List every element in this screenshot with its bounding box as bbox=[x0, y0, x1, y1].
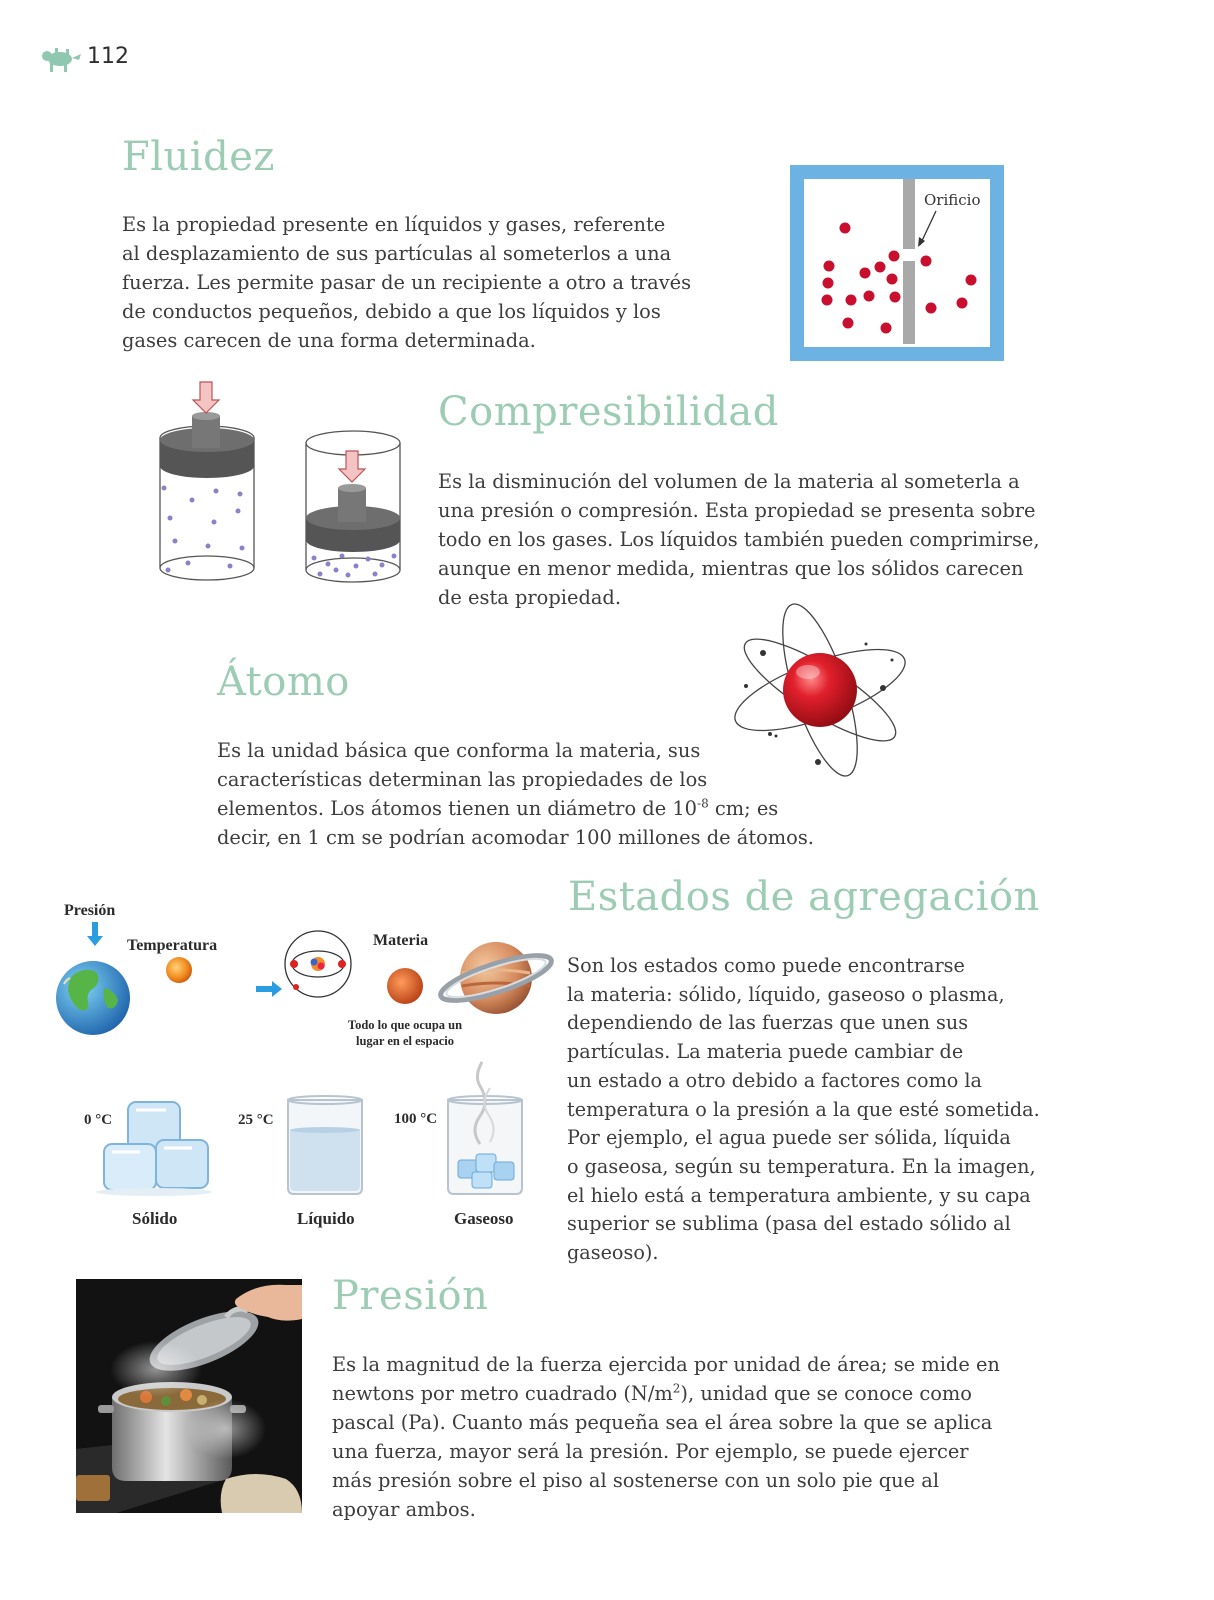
exponent: -8 bbox=[697, 796, 709, 811]
presion-text bbox=[332, 1350, 1000, 1524]
sun-icon bbox=[166, 957, 192, 983]
cooking-pot-photo bbox=[76, 1279, 302, 1513]
text-line: fuerza. Les permite pasar de un recipiente a otro a través bbox=[122, 271, 692, 294]
text-line: Por ejemplo, el agua puede ser sólida, líquida bbox=[567, 1126, 1011, 1150]
cylinder-uncompressed bbox=[160, 382, 254, 580]
page-number: 112 bbox=[87, 44, 129, 69]
atom-ring-icon bbox=[285, 931, 351, 997]
text-fragment: newtons por metro cuadrado (N/m bbox=[332, 1382, 673, 1405]
text-line: Es la unidad básica que conforma la materia, sus bbox=[217, 739, 701, 762]
compresibilidad-text bbox=[438, 467, 1040, 612]
definition-line: lugar en el espacio bbox=[355, 1034, 455, 1048]
earth-icon bbox=[56, 961, 130, 1035]
text-line: más presión sobre el piso al sostenerse con un solo pie que al bbox=[332, 1469, 940, 1492]
cylinder-compressed bbox=[306, 431, 400, 582]
text-fragment: cm; es bbox=[708, 797, 779, 820]
planet-icon bbox=[387, 968, 423, 1004]
fluidez-text bbox=[122, 210, 691, 355]
exponent: 2 bbox=[672, 1381, 681, 1396]
text-line: Es la propiedad presente en líquidos y gases, referente bbox=[122, 213, 666, 236]
steaming-glass-icon bbox=[448, 1062, 522, 1194]
page-logo-icon bbox=[38, 44, 82, 74]
estados-text bbox=[567, 952, 1040, 1268]
text-line: gases carecen de una forma determinada. bbox=[122, 329, 536, 352]
temp-gas-label: 100 °C bbox=[394, 1111, 438, 1127]
ice-cubes-icon bbox=[96, 1102, 212, 1196]
text-line: de conductos pequeños, debido a que los líquidos y los bbox=[122, 300, 661, 323]
presion-label: Presión bbox=[64, 902, 116, 919]
atomo-text bbox=[217, 736, 814, 852]
presion-title: Presión bbox=[332, 1273, 489, 1319]
text-line: Es la magnitud de la fuerza ejercida por unidad de área; se mide en bbox=[332, 1353, 1000, 1376]
liquido-label: Líquido bbox=[297, 1209, 355, 1228]
orificio-diagram bbox=[790, 165, 1004, 361]
text-line: temperatura o la presión a la que esté sometida. bbox=[567, 1097, 1040, 1121]
text-fragment: elementos. Los átomos tienen un diámetro de 10 bbox=[217, 797, 698, 820]
text-line bbox=[332, 1379, 1000, 1408]
estados-title: Estados de agregación bbox=[568, 874, 1040, 920]
text-line: un estado a otro debido a factores como la bbox=[567, 1068, 982, 1092]
text-line: partículas. La materia puede cambiar de bbox=[567, 1040, 964, 1064]
text-line: gaseoso). bbox=[567, 1241, 659, 1265]
text-line bbox=[217, 794, 814, 823]
text-line: pascal (Pa). Cuanto más pequeña sea el área sobre la que se aplica bbox=[332, 1411, 993, 1434]
atomo-title: Átomo bbox=[217, 659, 350, 705]
text-line: de esta propiedad. bbox=[438, 586, 621, 609]
text-line: al desplazamiento de sus partículas al someterlos a una bbox=[122, 242, 672, 265]
arrow-right-icon bbox=[256, 981, 282, 997]
materia-label: Materia bbox=[373, 932, 429, 949]
matter-factors-illustration bbox=[50, 918, 555, 1043]
text-line: Es la disminución del volumen de la materia al someterla a bbox=[438, 470, 1020, 493]
temp-solid-label: 0 °C bbox=[84, 1112, 113, 1128]
orificio-label: Orificio bbox=[924, 191, 981, 209]
arrow-down-icon bbox=[87, 922, 103, 946]
compression-cylinders bbox=[150, 378, 412, 588]
compresibilidad-title: Compresibilidad bbox=[438, 389, 779, 435]
water-states-illustration bbox=[88, 1058, 538, 1198]
text-line: la materia: sólido, líquido, gaseoso o plasma, bbox=[567, 982, 1005, 1006]
temp-liquid-label: 25 °C bbox=[238, 1112, 274, 1128]
definition-line: Todo lo que ocupa un bbox=[347, 1018, 463, 1032]
gaseoso-label: Gaseoso bbox=[454, 1209, 514, 1228]
text-line: o gaseosa, según su temperatura. En la imagen, bbox=[567, 1154, 1036, 1178]
text-line: Son los estados como puede encontrarse bbox=[567, 954, 965, 977]
fluidez-title: Fluidez bbox=[122, 134, 275, 180]
text-line: características determinan las propiedades de los bbox=[217, 768, 708, 791]
text-line: una fuerza, mayor será la presión. Por ejemplo, se puede ejercer bbox=[332, 1440, 969, 1463]
solido-label: Sólido bbox=[132, 1209, 178, 1228]
text-line: apoyar ambos. bbox=[332, 1498, 476, 1521]
text-line: dependiendo de las fuerzas que unen sus bbox=[567, 1011, 969, 1035]
text-line: una presión o compresión. Esta propiedad se presenta sobre bbox=[438, 499, 1036, 522]
text-fragment: ), unidad que se conoce como bbox=[680, 1382, 972, 1405]
text-line: el hielo está a temperatura ambiente, y su capa bbox=[567, 1183, 1031, 1207]
saturn-icon bbox=[437, 942, 555, 1014]
text-line: todo en los gases. Los líquidos también pueden comprimirse, bbox=[438, 528, 1040, 551]
text-line: aunque en menor medida, mientras que los sólidos carecen bbox=[438, 557, 1024, 580]
temperatura-label: Temperatura bbox=[127, 937, 218, 954]
text-line: decir, en 1 cm se podrían acomodar 100 millones de átomos. bbox=[217, 826, 814, 849]
water-glass-icon bbox=[288, 1096, 362, 1194]
text-line: superior se sublima (pasa del estado sólido al bbox=[567, 1212, 1011, 1236]
